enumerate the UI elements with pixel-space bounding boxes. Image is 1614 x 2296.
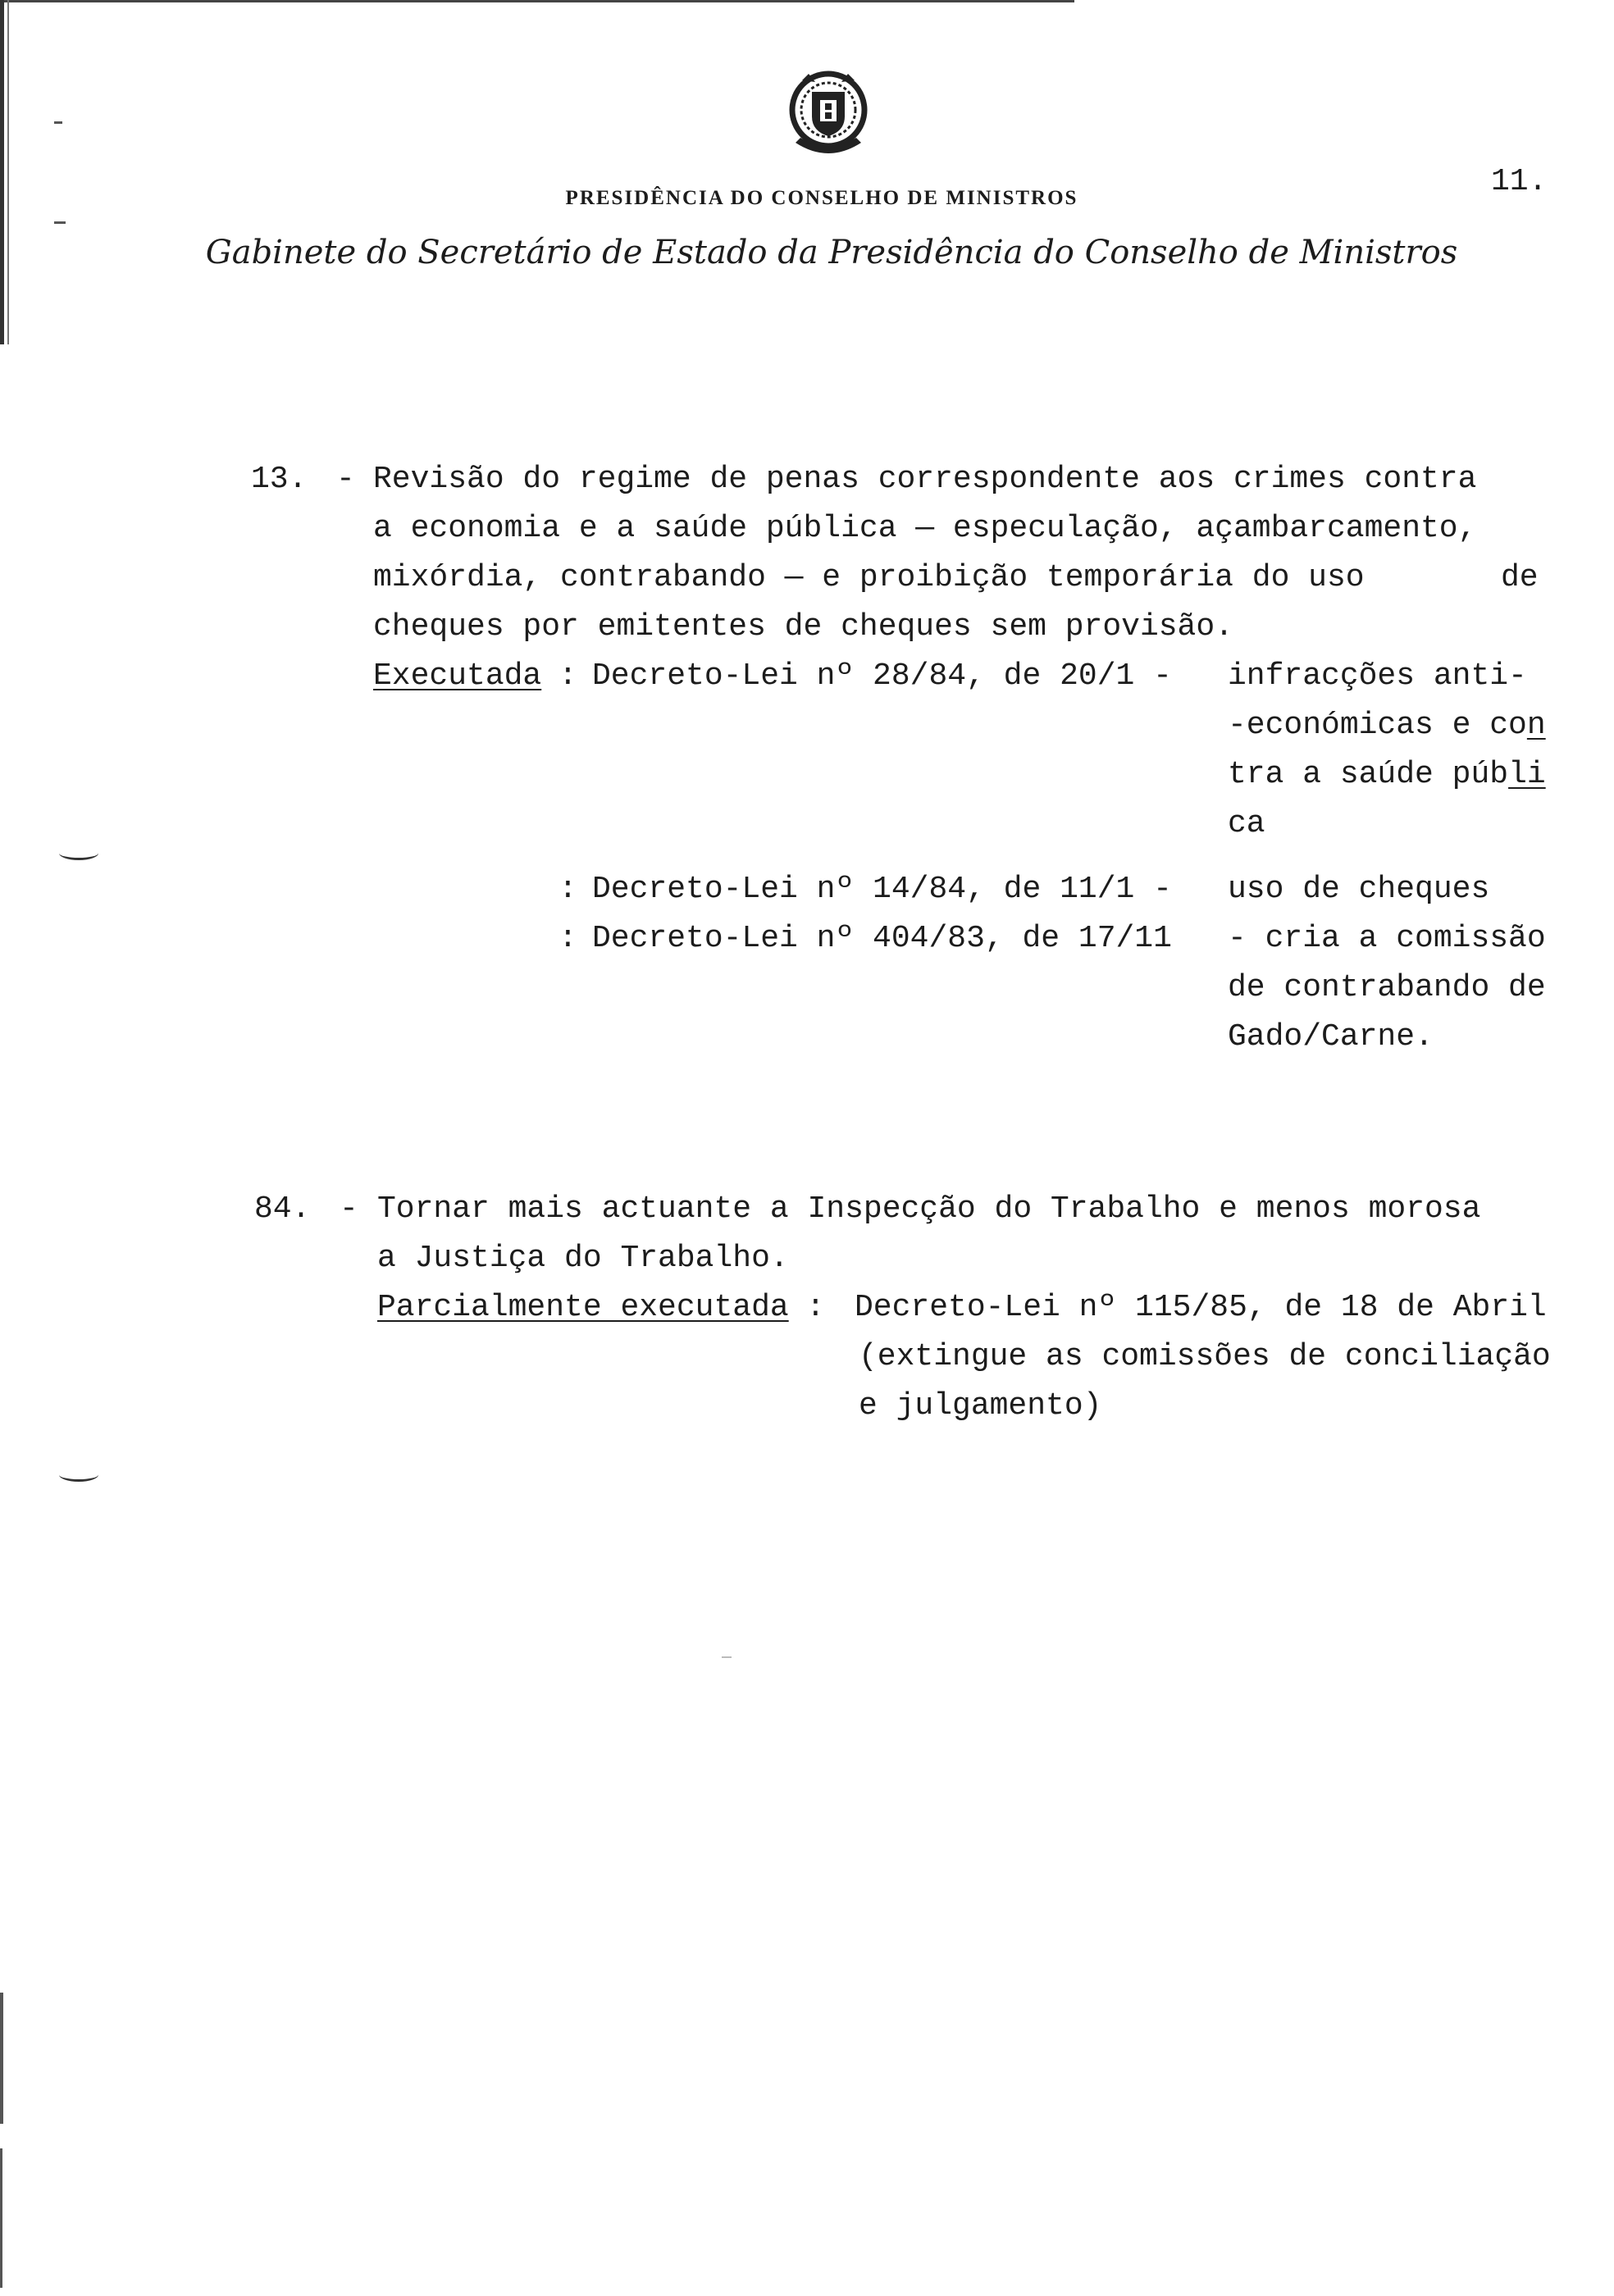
decree-description: infracções anti- <box>1228 658 1527 694</box>
header-subtitle: Gabinete do Secretário de Estado da Presidência do Conselho de Ministros <box>205 234 1458 271</box>
decree-description: - cria a comissão <box>1228 921 1546 956</box>
scan-speck <box>54 121 62 124</box>
status-colon: : <box>806 1290 825 1325</box>
item-text-line: Tornar mais actuante a Inspecção do Trabalho e menos morosa <box>377 1191 1481 1227</box>
decree-description: -económicas e con <box>1228 708 1546 743</box>
decree-reference: Decreto-Lei nº 14/84, de 11/1 - <box>592 872 1172 907</box>
scan-speck <box>54 221 66 224</box>
decree-reference: Decreto-Lei nº 28/84, de 20/1 - <box>592 658 1172 694</box>
decree-prefix: : <box>559 872 577 907</box>
item-text-trailing-word: de <box>1501 560 1539 595</box>
header-title: PRESIDÊNCIA DO CONSELHO DE MINISTROS <box>565 187 1078 209</box>
item-dash: - <box>336 462 355 497</box>
top-edge-line <box>0 0 1074 2</box>
decree-reference: Decreto-Lei nº 115/85, de 18 de Abril <box>855 1290 1547 1325</box>
status-label: Executada <box>373 658 542 694</box>
item-dash: - <box>340 1191 358 1227</box>
decree-description: ca <box>1228 806 1265 841</box>
coat-of-arms-icon <box>779 64 878 162</box>
left-edge-mark <box>0 1993 3 2124</box>
item-text-line: cheques por emitentes de cheques sem provisão. <box>373 609 1233 645</box>
status-label: Parcialmente executada <box>377 1290 789 1325</box>
scan-speck <box>722 1656 732 1658</box>
item-number: 13. <box>251 462 308 497</box>
item-text-line: a Justiça do Trabalho. <box>377 1241 789 1276</box>
page-number: 11. <box>1491 164 1548 199</box>
punch-hole-mark <box>59 846 98 860</box>
decree-description: de contrabando de <box>1228 970 1546 1005</box>
item-text-line: a economia e a saúde pública — especulação, açambarcamento, <box>373 511 1477 546</box>
decree-description: Gado/Carne. <box>1228 1019 1434 1055</box>
item-text-line: mixórdia, contrabando — e proibição temporária do uso <box>373 560 1365 595</box>
decree-description: (extingue as comissões de conciliação <box>859 1339 1551 1374</box>
left-binding-edge <box>0 0 11 344</box>
item-number: 84. <box>254 1191 311 1227</box>
status-colon: : <box>559 658 577 694</box>
decree-prefix: : <box>559 921 577 956</box>
item-text-line: Revisão do regime de penas correspondente aos crimes contra <box>373 462 1477 497</box>
punch-hole-mark <box>59 1468 98 1482</box>
decree-description: e julgamento) <box>859 1388 1102 1424</box>
decree-description: tra a saúde públi <box>1228 757 1546 792</box>
decree-description: uso de cheques <box>1228 872 1490 907</box>
left-edge-mark <box>0 2148 2 2288</box>
decree-reference: Decreto-Lei nº 404/83, de 17/11 <box>592 921 1172 956</box>
